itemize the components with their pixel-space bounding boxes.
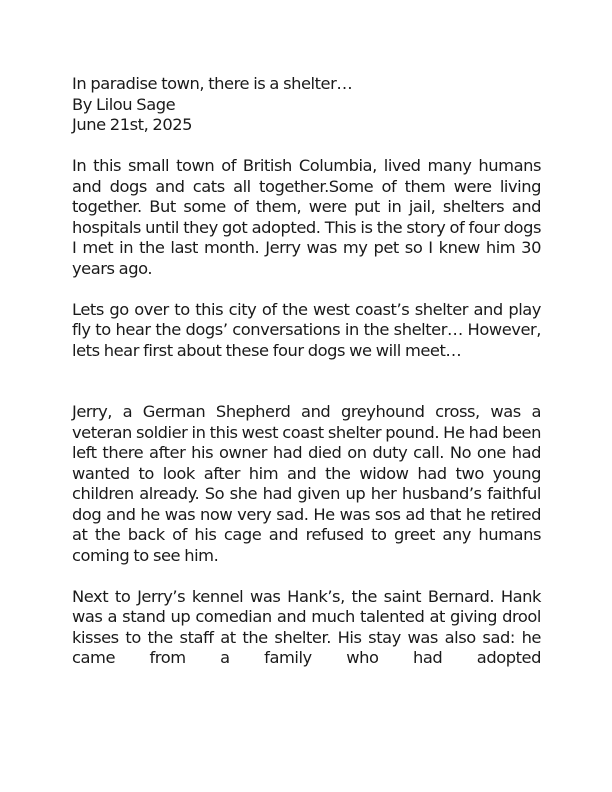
document-page — [72, 74, 541, 669]
publication-date: June 21st, 2025 — [72, 115, 193, 134]
section-spacer — [72, 361, 541, 402]
paragraph-spacer — [72, 279, 541, 300]
paragraph-spacer — [72, 136, 541, 157]
story-title: In paradise town, there is a shelter… — [72, 74, 353, 93]
paragraph-spacer — [72, 566, 541, 587]
jerry-paragraph: Jerry, a German Shepherd and greyhound cross, was a veteran soldier in this west coast shelter pound. He had been left there after his owner had died on duty call. No one had wanted to look after him and the widow had two young children already. So she had given up her husband’s faithful dog and he was now very sad. He was sos ad that he retired at the back of his cage and refused to greet any humans coming to see him. — [72, 402, 541, 565]
shelter-paragraph: Lets go over to this city of the west coast’s shelter and play fly to hear the dogs’ conversations in the shelter… However, lets hear first about these four dogs we will meet… — [72, 299, 541, 360]
author-byline: By Lilou Sage — [72, 94, 176, 114]
intro-paragraph: In this small town of British Columbia, lived many humans and dogs and cats all together.Some of them were living together. But some of them, were put in jail, shelters and hospitals until they got adopted. This is the story of four dogs I met in the last month. Jerry was my pet so I knew him 30 years ago. — [72, 156, 541, 278]
hank-paragraph: Next to Jerry’s kennel was Hank’s, the saint Bernard. Hank was a stand up comedian and much talented at giving drool kisses to the staff at the shelter. His stay was also sad: he came from a family who had adopted — [72, 586, 541, 667]
